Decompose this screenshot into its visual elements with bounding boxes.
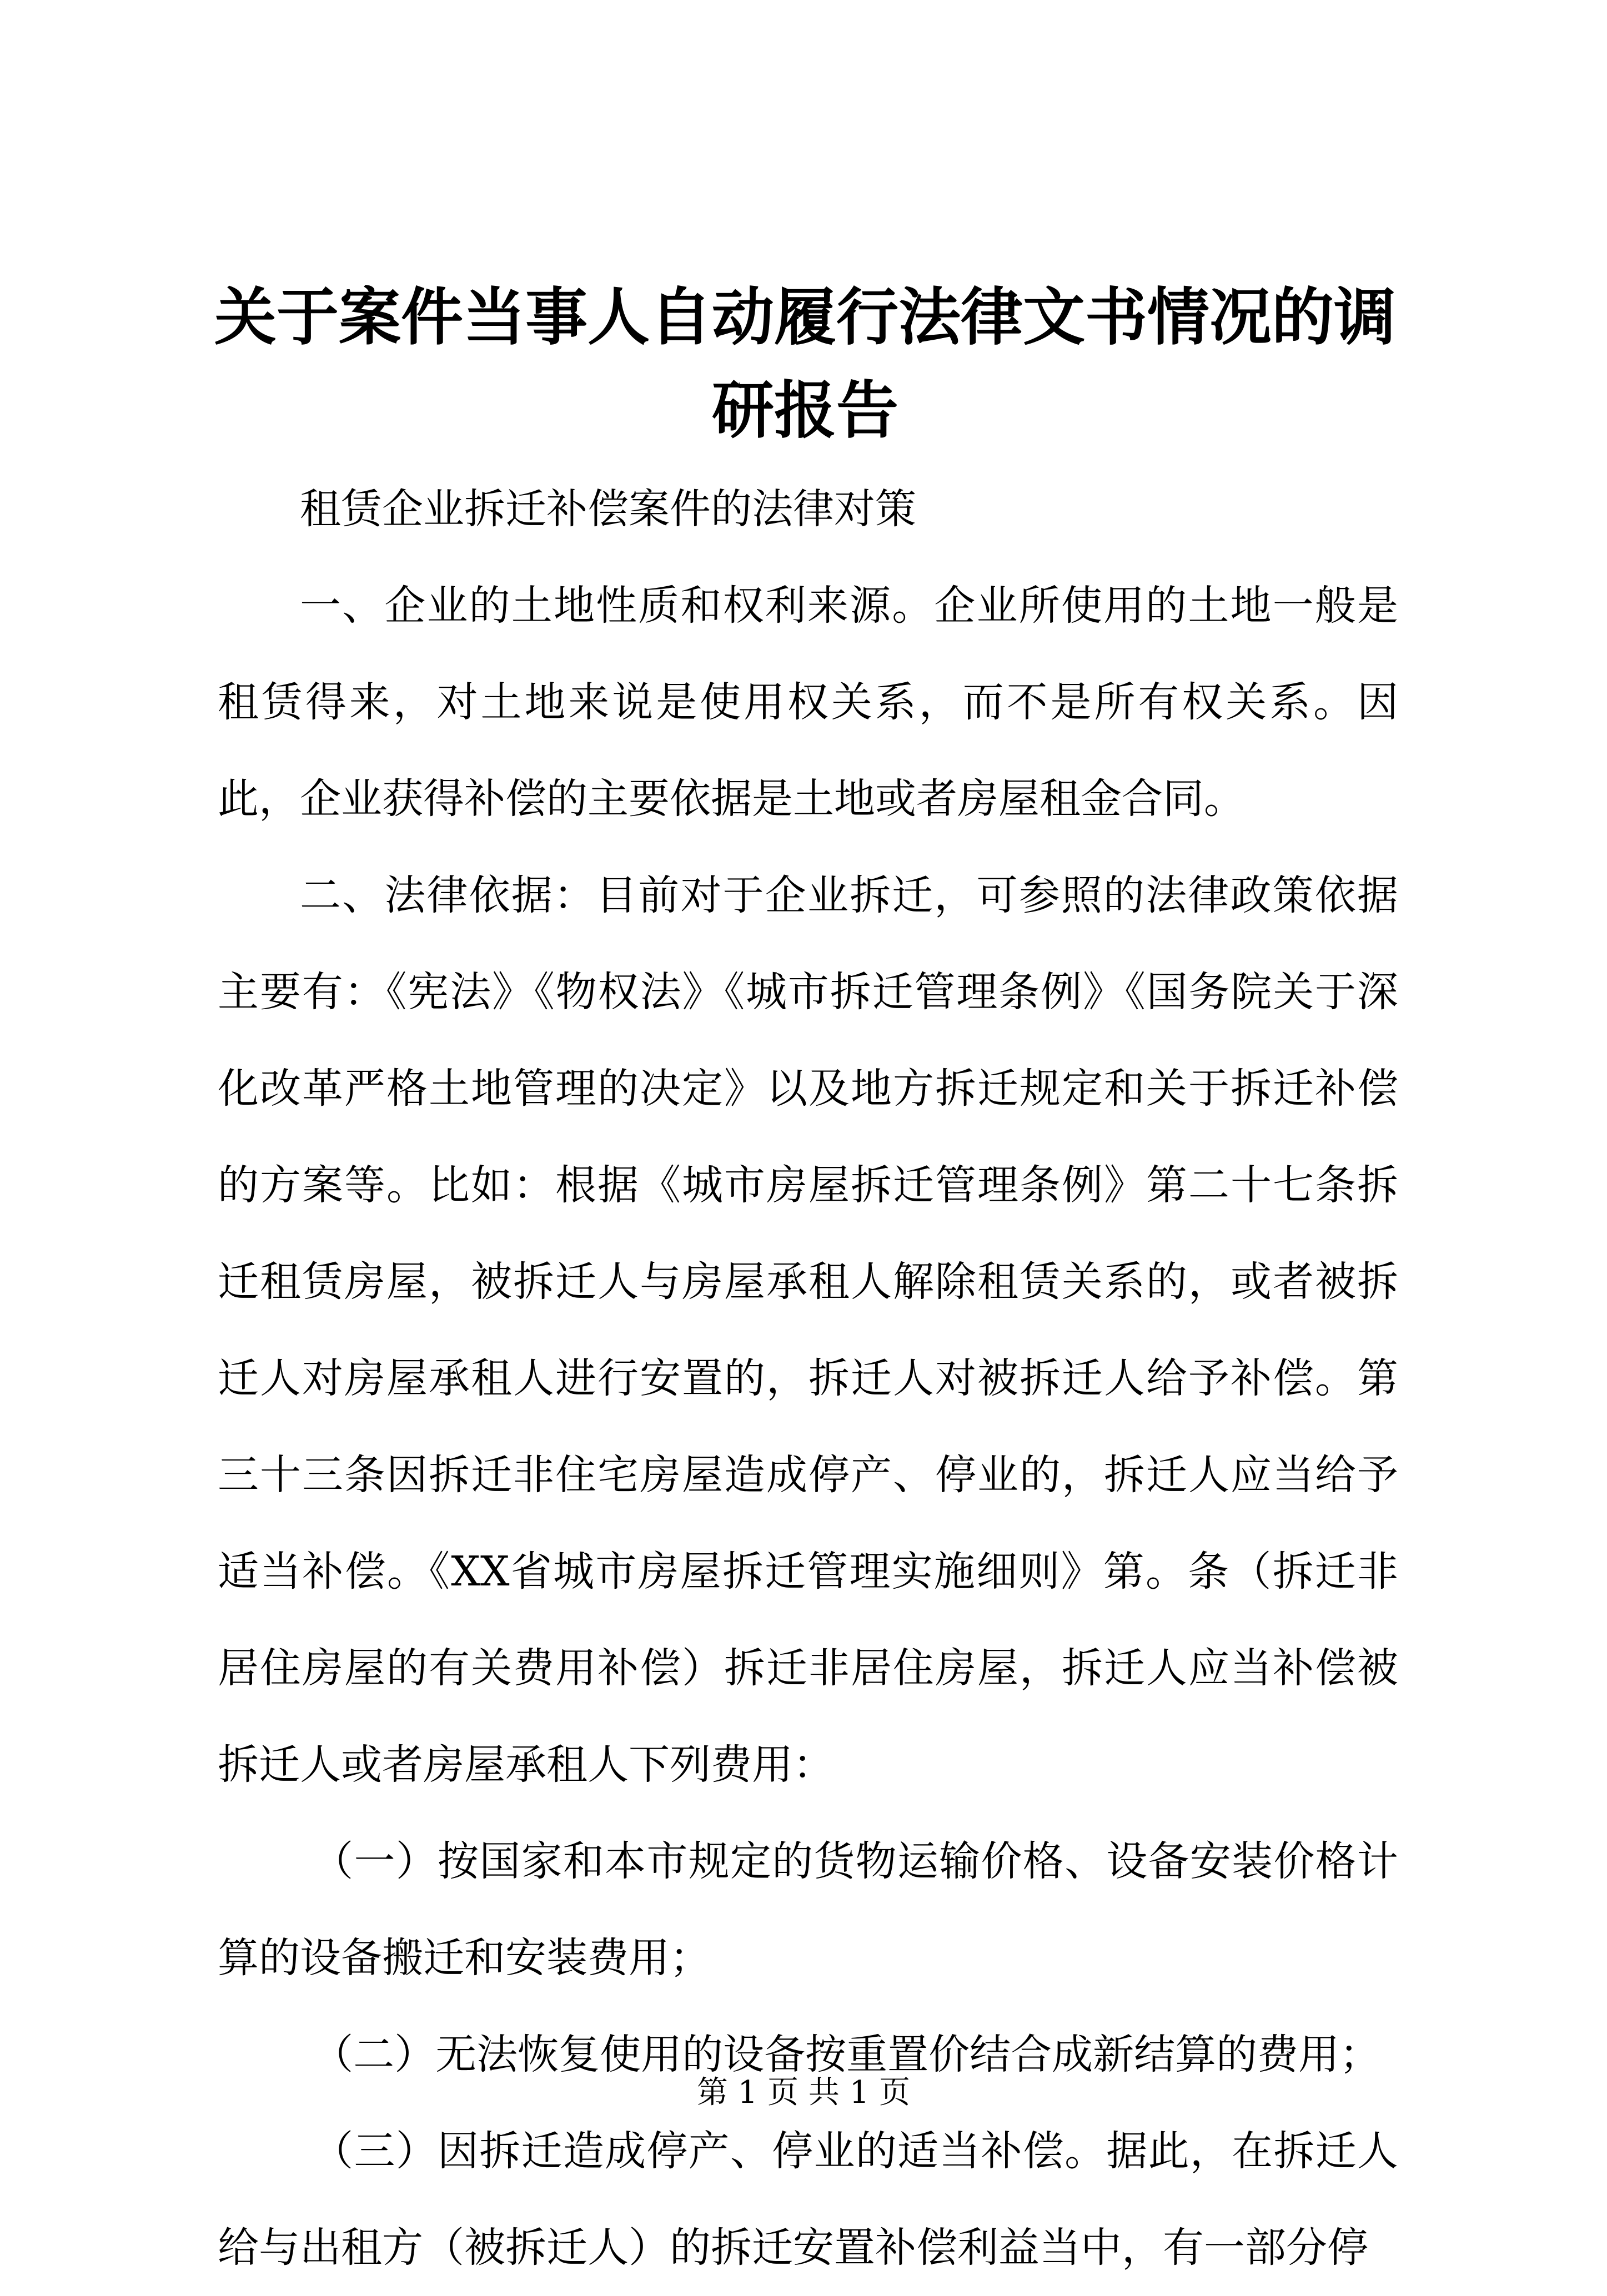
list-item-2: （二）无法恢复使用的设备按重置价结合成新结算的费用； — [312, 2031, 1381, 2078]
list-item-1: （一）按国家和本市规定的货物运输价格、设备安装价格计算的设备搬迁和安装费用； — [218, 1837, 1398, 1982]
paragraph-subtitle: 租赁企业拆迁补偿案件的法律对策 — [300, 485, 916, 533]
list-item-3: （三）因拆迁造成停产、停业的适当补偿。据此，在拆迁人给与出租方（被拆迁人）的拆迁安置补偿利益当中，有一部分停 — [218, 2127, 1398, 2272]
page-number-footer: 第 1 页 共 1 页 — [696, 2075, 911, 2111]
document-body — [218, 461, 1398, 2296]
paragraph-land-nature: 一、企业的土地性质和权利来源。企业所使用的土地一般是租赁得来，对土地来说是使用权关系，而不是所有权关系。因此，企业获得补偿的主要依据是土地或者房屋租金合同。 — [218, 582, 1398, 823]
paragraph-legal-basis: 二、法律依据：目前对于企业拆迁，可参照的法律政策依据主要有：《宪法》《物权法》《城市拆迁管理条例》《国务院关于深化改革严格土地管理的决定》以及地方拆迁规定和关于拆迁补偿的方案等。比如：根据《城市房屋拆迁管理条例》第二十七条拆迁租赁房屋，被拆迁人与房屋承租人解除租赁关系的，或者被拆迁人对房屋承租人进行安置的，拆迁人对被拆迁人给予补偿。第三十三条因拆迁非住宅房屋造成停产、停业的，拆迁人应当给予适当补偿。《XX省城市房屋拆迁管理实施细则》第。条（拆迁非居住房屋的有关费用补偿）拆迁非居住房屋，拆迁人应当补偿被拆迁人或者房屋承租人下列费用： — [218, 872, 1398, 1789]
document-title: 关于案件当事人自动履行法律文书情况的调研报告 — [214, 281, 1396, 447]
